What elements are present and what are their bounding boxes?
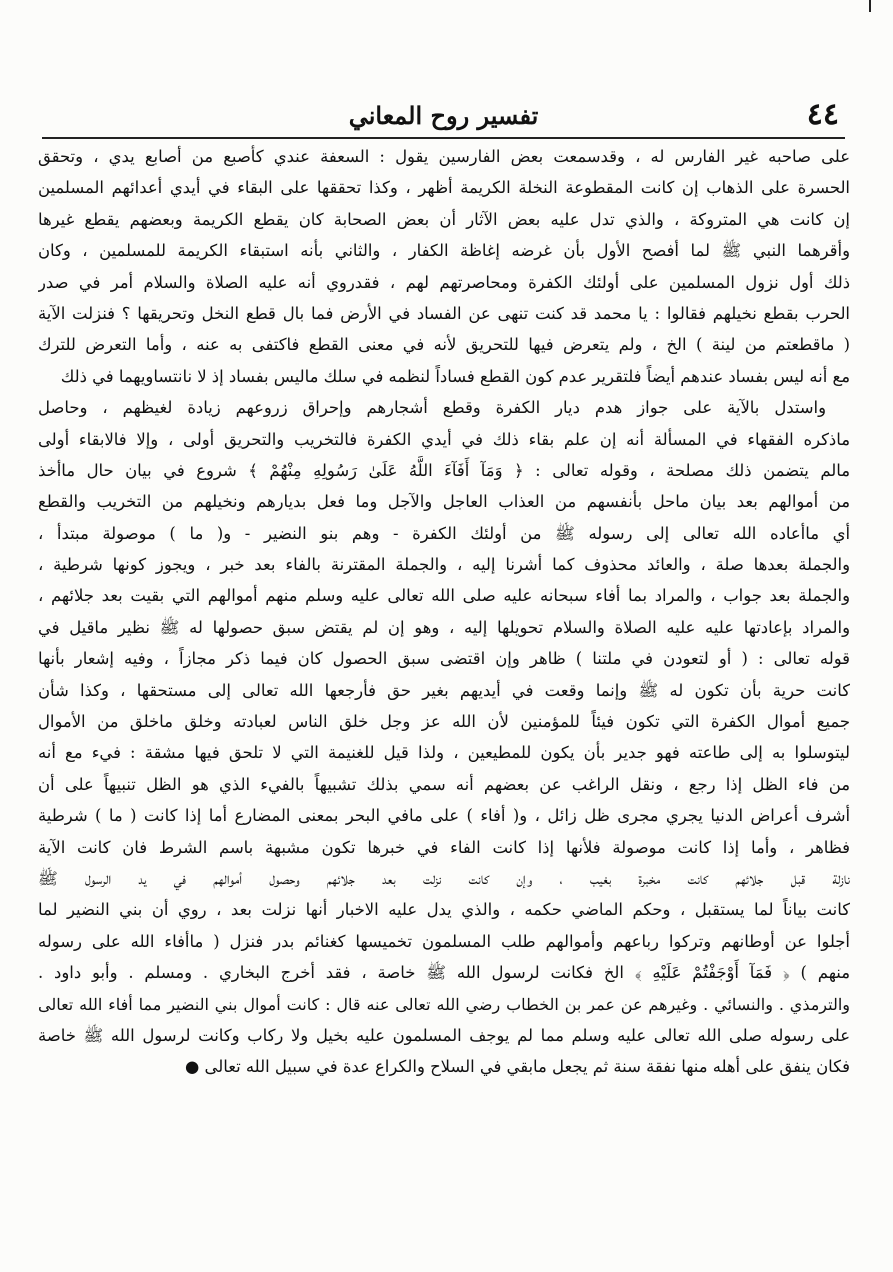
text-line: كانت بياناً لما يستقبل ، وحكم الماضي حكمه ، والذي يدل عليه الاخبار أنها نزلت بعد ، روي أن بني النضير لما <box>38 900 850 920</box>
text-line: واستدل بالآية على جواز هدم ديار الكفرة وقطع أشجارهم وإحراق زروعهم زيادة لغيظهم ، وحاصل <box>38 398 826 418</box>
text-line: الحرب بقطع نخيلهم فقالوا : يا محمد قد كنت تنهى عن الفساد في الأرض فما بال قطع النخل وتحريقها ؟ فنزلت الآية <box>38 303 850 323</box>
text-line: أشرف أعراض الدنيا يجري مجرى ظل زائل ، و( أفاء ) على مافي البحر بمعنى المضارع أما إذا كانت ( ما ) شرطية <box>38 806 850 826</box>
text-line: والمراد بإعادتها عليه عليه الصلاة والسلام تحويلها إليه ، وهو إن لم يقتض سبق حصولها له ﷺ نظير ماقيل في <box>38 617 850 637</box>
text-line: مالم يتضمن ذلك مصلحة ، وقوله تعالى : ﴿ وَمَآ أَفَآءَ اللَّهُ عَلَىٰ رَسُولِهِ مِنْهُمْ ﴾ شروع في بيان حال ماأخذ <box>38 460 850 480</box>
text-line: جميع أموال الكفرة التي تكون فيئاً للمؤمنين لأن الله عز وجل خلق الناس لعبادته وخلق ماخلق من الأموال <box>38 712 850 732</box>
text-line: ذلك أول نزول المسلمين على أولئك الكفرة ومحاصرتهم لهم ، فقدروي أنه عليه الصلاة والسلام أمر في صدر <box>38 272 850 292</box>
text-line: والجملة بعد جواب ، والمراد بما أفاء سبحانه عليه صلى الله تعالى عليه وسلم منهم أموالهم التي بقيت بعد جلائهم ، <box>38 586 850 606</box>
text-line: منهم ) ﴿ فَمَآ أَوْجَفْتُمْ عَلَيْهِ ﴾ الخ فكانت لرسول الله ﷺ خاصة ، فقد أخرج البخاري . ومسلم . وأبو داود . <box>38 963 850 983</box>
text-line: مع أنه ليس بفساد عندهم أيضاً فلتقرير عدم كون القطع فساداً لنظمه في سلك ماليس بفساد إذ لا نانتساويهما في ذلك <box>60 366 850 386</box>
text-line: الحسرة على الذهاب إن كانت المقطوعة النخلة الكريمة أظهر ، وكذا تحققها على البقاء في أيدي أعدائهم المسلمين <box>38 178 850 198</box>
text-line: قوله تعالى : ( أو لتعودن في ملتنا ) ظاهر وإن اقتضى سبق الحصول كان فيما ذكر مجازاً ، وفيه إشعار بأنها <box>38 649 850 669</box>
text-line: وأقرهما النبي ﷺ لما أفصح الأول بأن غرضه إغاظة الكفار ، والثاني بأنه استبقاء الكريمة للمسلمين ، وكان <box>38 241 850 261</box>
text-line: أي ماأعاده الله تعالى إلى رسوله ﷺ من أولئك الكفرة - وهم بنو النضير - و( ما ) موصولة مبتدأ ، <box>38 523 850 543</box>
text-line: نازلة قبل جلائهم كانت مخبرة بغيب ، وإن كانت نزلت بعد جلائهم وحصول أموالهم في يد الرسول ﷺ <box>38 868 850 888</box>
page-header <box>40 95 847 135</box>
text-line: أجلوا عن أوطانهم وتركوا رباعهم وأموالهم طلب المسلمون تخميسها كغنائم بدر فنزل ( ماأفاء الله على رسوله <box>38 931 850 951</box>
text-line: والترمذي . والنسائي . وغيرهم عن عمر بن الخطاب رضي الله تعالى عنه قال : كانت أموال بني النضير مما أفاء الله تعالى <box>38 994 850 1014</box>
page-edge-mark <box>869 0 871 12</box>
text-line: على صاحبه غير الفارس له ، وقدسمعت بعض الفارسين يقول : السعفة عندي كأصبع من أصابع يدي ، وتحقق <box>38 147 850 166</box>
page-number: ٤٤ <box>806 97 839 132</box>
text-line: فكان ينفق على أهله منها نفقة سنة ثم يجعل مابقي في السلاح والكراع عدة في سبيل الله تعالى ● <box>185 1057 850 1077</box>
text-line: إن كانت هي المتروكة ، والذي تدل عليه بعض الآثار أن بعض الصحابة كان يقطع الكريمة وبعضهم يقطع غيرها <box>38 209 850 229</box>
running-title: تفسير روح المعاني <box>348 101 539 130</box>
text-line: من فاء الظل إذا رجع ، ونقل الراغب عن بعضهم أنه سمي بذلك تشبيهاً بالفيء الذي هو الظل تنبيهاً على أن <box>38 774 850 794</box>
text-line: والجملة بعدها صلة ، والعائد محذوف كما أشرنا إليه ، والجملة المقترنة بالفاء بعد خبر ، ويجوز كونها شرطية ، <box>38 555 850 575</box>
text-line: فظاهر ، وأما إذا كانت موصولة فلأنها إذا كانت الفاء في خبرها تكون مشبهة باسم الشرط فان كانت الآية <box>38 837 850 857</box>
header-rule <box>42 137 845 139</box>
text-line: كانت حرية بأن تكون له ﷺ وإنما وقعت في أيديهم بغير حق فأرجعها الله تعالى إلى مستحقها ، وكذا شأن <box>38 680 850 700</box>
body-text <box>38 141 850 1083</box>
text-line: ليتوسلوا به إلى طاعته فهو جدير بأن يكون للمطيعين ، ولذا قيل للغنيمة التي لا تلحق فيها مشقة : فيء مع أنه <box>38 743 850 763</box>
text-line: على رسوله صلى الله تعالى عليه وسلم مما لم يوجف المسلمون عليه بخيل ولا ركاب وكانت لرسول الله ﷺ خاصة <box>38 1025 850 1045</box>
text-line: من أموالهم بعد بيان ماحل بأنفسهم من العذاب العاجل والآجل وما فعل بديارهم ونخيلهم من التخريب والقطع <box>38 492 850 512</box>
text-line: ( ماقطعتم من لينة ) الخ ، ولم يتعرض فيها للتحريق لأنه في معنى القطع فاكتفى به عنه ، وأما التعرض للترك <box>38 335 850 355</box>
text-line: ماذكره الفقهاء في المسألة أنه إن علم بقاء ذلك في أيدي الكفرة فالتخريب والتحريق أولى ، وإلا فالابقاء أولى <box>38 429 850 449</box>
